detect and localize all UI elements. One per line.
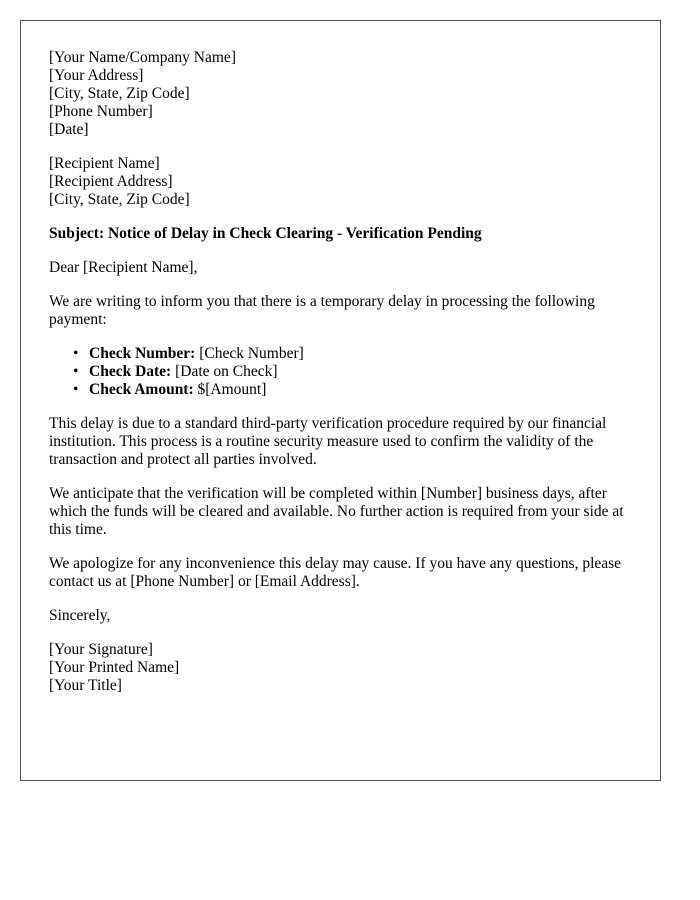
subject-line: Subject: Notice of Delay in Check Clearing - Verification Pending [49,225,482,242]
letter-date: [Date] [49,121,89,138]
intro-paragraph: We are writing to inform you that there is a temporary delay in processing the following payment: [49,293,595,328]
check-amount-value: $[Amount] [193,381,267,398]
list-item [73,363,632,381]
apology-paragraph: We apologize for any inconvenience this delay may cause. If you have any questions, please contact us at [Phone Number] or [Email Address]. [49,555,622,590]
printed-name-line: [Your Printed Name] [49,659,180,676]
sender-address: [Your Address] [49,67,144,84]
check-date-value: [Date on Check] [171,363,278,380]
greeting: Dear [Recipient Name], [49,259,198,276]
check-details-list [49,345,632,399]
sender-address-block [49,49,632,139]
list-item [73,345,632,363]
recipient-address: [Recipient Address] [49,173,173,190]
check-date-label: Check Date: [89,363,172,380]
bullet-icon: • [73,363,79,380]
sender-city-state-zip: [City, State, Zip Code] [49,85,190,102]
recipient-name: [Recipient Name] [49,155,160,172]
verification-paragraph: This delay is due to a standard third-party verification procedure required by our financial institution. This process is a routine security measure used to confirm the validity of the transaction and protect all parties involved. [49,415,607,468]
signature-block [49,641,632,695]
bullet-icon: • [73,345,79,362]
sender-name: [Your Name/Company Name] [49,49,236,66]
recipient-city-state-zip: [City, State, Zip Code] [49,191,190,208]
closing: Sincerely, [49,607,111,624]
letter-page [20,20,661,781]
list-item [73,381,632,399]
sender-phone: [Phone Number] [49,103,153,120]
timeline-paragraph: We anticipate that the verification will be completed within [Number] business days, after which the funds will be cleared and available. No further action is required from your side at this time. [49,485,624,538]
title-line: [Your Title] [49,677,122,694]
check-number-label: Check Number: [89,345,196,362]
check-number-value: [Check Number] [195,345,304,362]
check-amount-label: Check Amount: [89,381,194,398]
recipient-address-block [49,155,632,209]
signature-line: [Your Signature] [49,641,153,658]
bullet-icon: • [73,381,79,398]
